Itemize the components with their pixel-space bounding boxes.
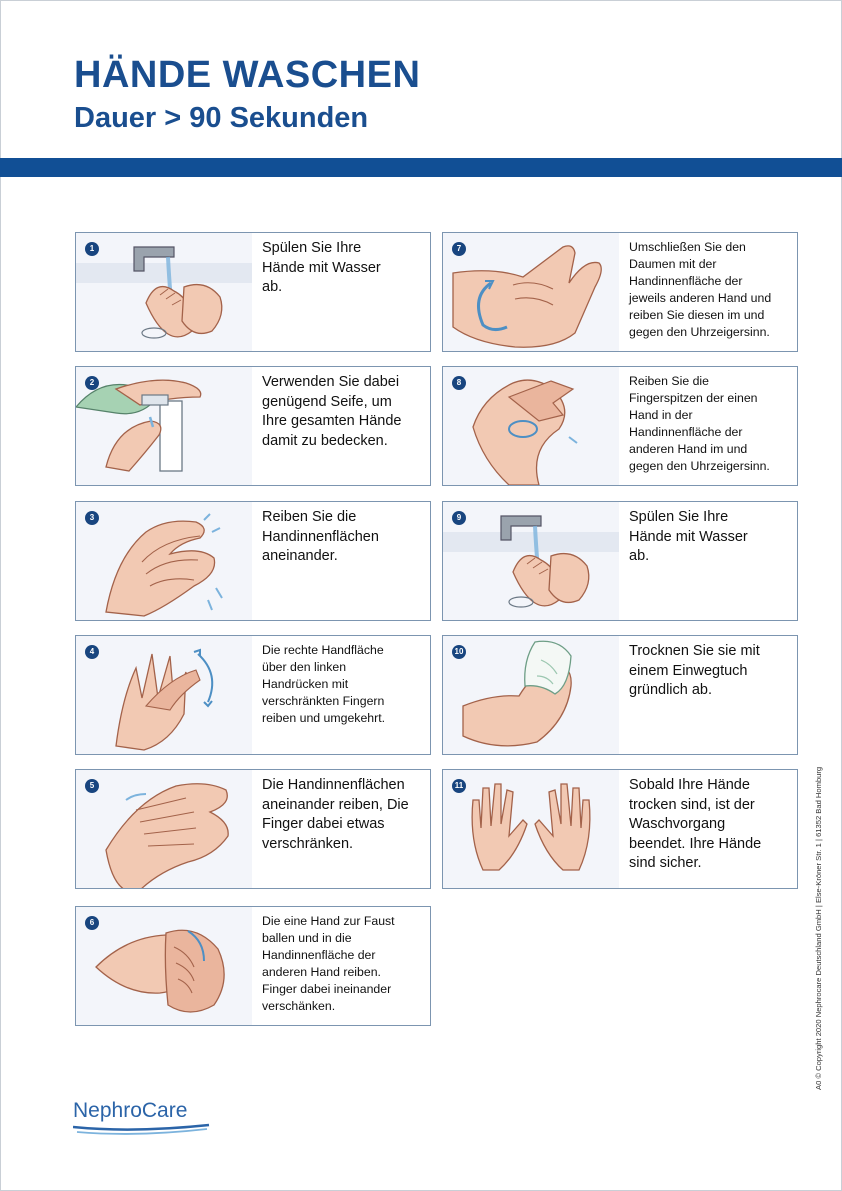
step-card-7 bbox=[442, 232, 798, 352]
logo-wordmark bbox=[73, 1098, 187, 1124]
interlaced-fingers-icon bbox=[76, 770, 252, 888]
thumb-rotation-icon bbox=[443, 233, 619, 351]
palms-rubbing-icon bbox=[76, 502, 252, 620]
hands-rinsing-under-faucet-icon bbox=[76, 233, 252, 351]
logo-text-care: Care bbox=[141, 1099, 188, 1122]
header-band bbox=[0, 158, 842, 177]
drying-with-towel-icon bbox=[443, 636, 619, 754]
clean-open-hands-icon bbox=[443, 770, 619, 888]
step-instruction: Spülen Sie Ihre Hände mit Wasser ab. bbox=[262, 240, 381, 295]
step-instruction: Die rechte Handfläche über den linken Handrücken mit verschränkten Fingern reiben und umgekehrt. bbox=[262, 643, 386, 725]
step-card-3 bbox=[75, 501, 431, 621]
logo-text-nephro: Nephro bbox=[73, 1099, 142, 1122]
step-number-badge: 7 bbox=[452, 242, 466, 256]
palm-over-back-icon bbox=[76, 636, 252, 754]
step-card-5 bbox=[75, 769, 431, 889]
nephrocare-logo bbox=[73, 1098, 213, 1138]
step-number-badge: 5 bbox=[85, 779, 99, 793]
step-card-6 bbox=[75, 906, 431, 1026]
step-number-badge: 6 bbox=[85, 916, 99, 930]
step-number-badge: 10 bbox=[452, 645, 466, 659]
step-card-8 bbox=[442, 366, 798, 486]
step-number-badge: 4 bbox=[85, 645, 99, 659]
step-card-10 bbox=[442, 635, 798, 755]
page-subtitle: Dauer > 90 Sekunden bbox=[74, 102, 369, 134]
step-number-badge: 11 bbox=[452, 779, 466, 793]
step-card-4 bbox=[75, 635, 431, 755]
step-card-1 bbox=[75, 232, 431, 352]
logo-swoosh-icon bbox=[73, 1123, 213, 1135]
step-instruction: Umschließen Sie den Daumen mit der Handinnenfläche der jeweils anderen Hand und reiben Sie diesen im und gegen den Uhrzeigersinn. bbox=[629, 240, 772, 339]
step-card-2 bbox=[75, 366, 431, 486]
step-card-11 bbox=[442, 769, 798, 889]
soap-dispenser-icon bbox=[76, 367, 252, 485]
page-title: HÄNDE WASCHEN bbox=[74, 54, 421, 96]
fist-in-palm-icon bbox=[76, 907, 252, 1025]
step-card-9 bbox=[442, 501, 798, 621]
step-instruction: Sobald Ihre Hände trocken sind, ist der Waschvorgang beendet. Ihre Hände sind sicher. bbox=[629, 777, 762, 871]
step-instruction: Trocknen Sie sie mit einem Einwegtuch gründlich ab. bbox=[629, 643, 760, 698]
step-instruction: Reiben Sie die Fingerspitzen der einen Hand in der Handinnenfläche der anderen Hand im und gegen den Uhrzeigersinn. bbox=[629, 374, 770, 473]
step-instruction: Die eine Hand zur Faust ballen und in die Handinnenfläche der anderen Hand reiben. Finger dabei ineinander verschänken. bbox=[262, 914, 395, 1013]
step-instruction: Spülen Sie Ihre Hände mit Wasser ab. bbox=[629, 509, 748, 564]
step-instruction: Reiben Sie die Handinnenflächen aneinander. bbox=[262, 509, 379, 564]
step-instruction: Die Handinnenflächen aneinander reiben, Die Finger dabei etwas verschränken. bbox=[262, 777, 409, 852]
step-instruction: Verwenden Sie dabei genügend Seife, um Ihre gesamten Hände damit zu bedecken. bbox=[262, 374, 402, 449]
step-number-badge: 2 bbox=[85, 376, 99, 390]
step-number-badge: 1 bbox=[85, 242, 99, 256]
copyright-notice: A0 © Copyright 2020 Nephrocare Deutschland GmbH | Else-Kröner Str. 1 | 61352 Bad Homburg bbox=[814, 766, 823, 1090]
step-number-badge: 8 bbox=[452, 376, 466, 390]
hands-rinsing-under-faucet-icon bbox=[443, 502, 619, 620]
step-number-badge: 9 bbox=[452, 511, 466, 525]
step-number-badge: 3 bbox=[85, 511, 99, 525]
fingertips-in-palm-icon bbox=[443, 367, 619, 485]
